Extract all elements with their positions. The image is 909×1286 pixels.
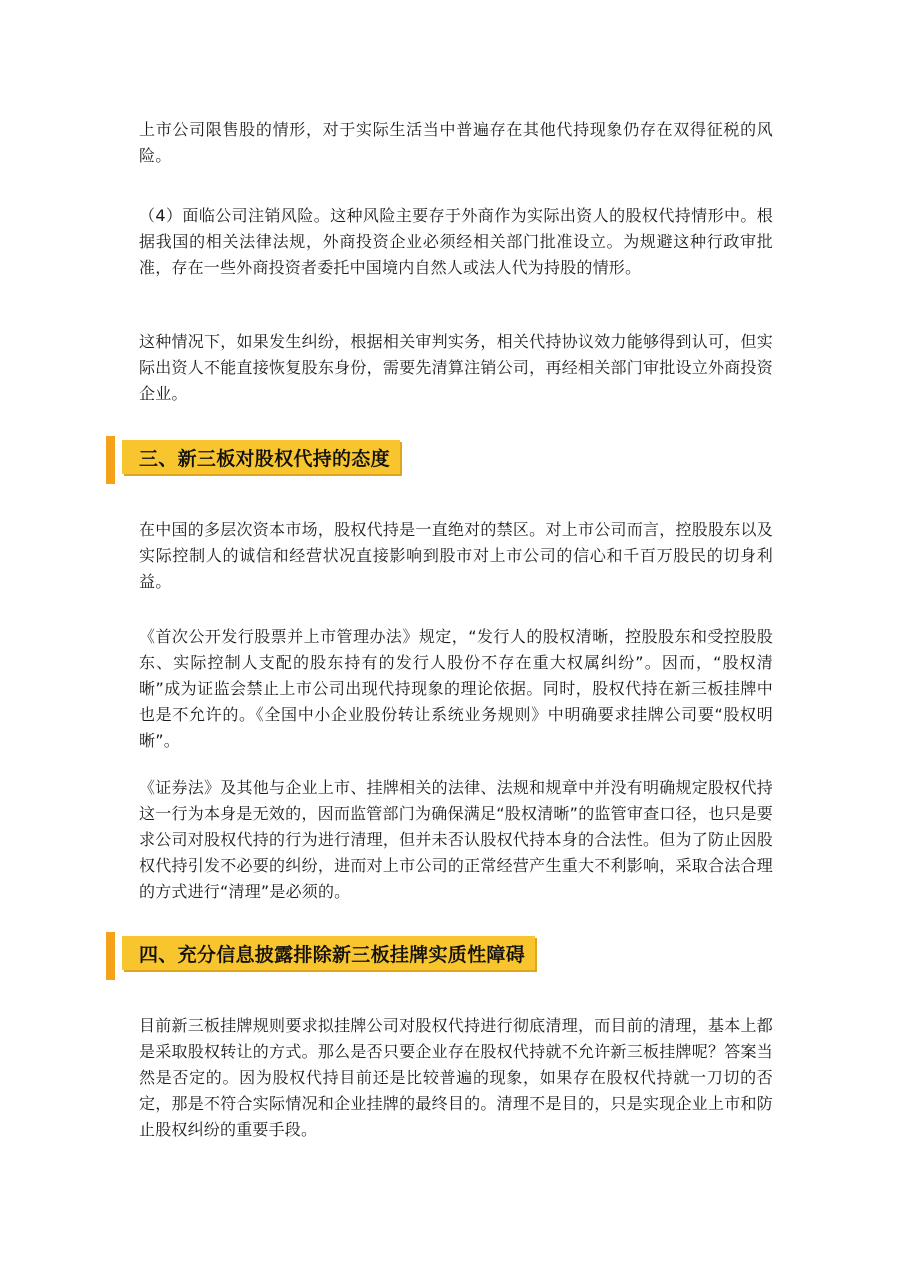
paragraph-ipo-rules: 《首次公开发行股票并上市管理办法》规定，“发行人的股权清晰，控股股东和受控股股东、实际控制人支配的股东持有的发行人股份不存在重大权属纠纷”。因而，“股权清晰”成为证监会禁止上市公司出现代持现象的理论依据。同时，股权代持在新三板挂牌中也是不允许的。《全国中小企业股份转让系统业务规则》中明确要求挂牌公司要“股权明晰”。 bbox=[139, 627, 773, 750]
paragraph-listing-rules: 目前新三板挂牌规则要求拟挂牌公司对股权代持进行彻底清理，而目前的清理，基本上都是采取股权转让的方式。那么是否只要企业存在股权代持就不允许新三板挂牌呢？答案当然是否定的。因为股权代持目前还是比较普遍的现象，如果存在股权代持就一刀切的否定，那是不符合实际情况和企业挂牌的最终目的。清理不是目的，只是实现企业上市和防止股权纠纷的重要手段。 bbox=[139, 1016, 773, 1139]
paragraph-deregistration-risk: （4）面临公司注销风险。这种风险主要存于外商作为实际出资人的股权代持情形中。根据我国的相关法律法规，外商投资企业必须经相关部门批准设立。为规避这种行政审批准，存在一些外商投资者委托中国境内自然人或法人代为持股的情形。 bbox=[139, 206, 773, 277]
heading-highlight-box bbox=[122, 440, 400, 474]
paragraph-double-tax-risk: 上市公司限售股的情形，对于实际生活当中普遍存在其他代持现象仍存在双得征税的风险。 bbox=[139, 120, 773, 165]
heading-highlight-box bbox=[122, 936, 535, 970]
paragraph-securities-law: 《证券法》及其他与企业上市、挂牌相关的法律、法规和规章中并没有明确规定股权代持这一行为本身是无效的，因而监管部门为确保满足“股权清晰”的监管审查口径，也只是要求公司对股权代持的行为进行清理，但并未否认股权代持本身的合法性。但为了防止因股权代持引发不必要的纠纷，进而对上市公司的正常经营产生重大不利影响，采取合法合理的方式进行“清理”是必须的。 bbox=[139, 778, 773, 901]
heading-accent-bar bbox=[106, 436, 115, 484]
paragraph-capital-market: 在中国的多层次资本市场，股权代持是一直绝对的禁区。对上市公司而言，控股股东以及实际控制人的诚信和经营状况直接影响到股市对上市公司的信心和千百万股民的切身利益。 bbox=[139, 520, 773, 591]
paragraph-dispute-handling: 这种情况下，如果发生纠纷，根据相关审判实务，相关代持协议效力能够得到认可，但实际出资人不能直接恢复股东身份，需要先清算注销公司，再经相关部门审批设立外商投资企业。 bbox=[139, 332, 773, 403]
heading-title: 三、新三板对股权代持的态度 bbox=[139, 447, 390, 470]
heading-accent-bar bbox=[106, 932, 115, 980]
heading-title: 四、充分信息披露排除新三板挂牌实质性障碍 bbox=[139, 943, 526, 966]
